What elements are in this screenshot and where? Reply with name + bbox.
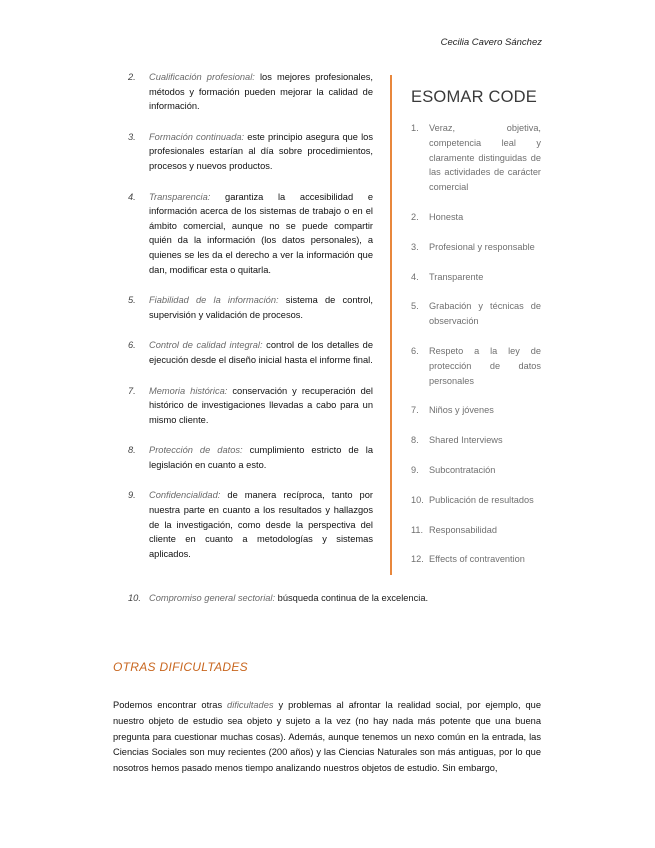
sidebar-item-text: Veraz, objetiva, competencia leal y claramente distinguidas de las actividades de carácter comercial: [429, 123, 541, 193]
item-number: 5.: [128, 295, 136, 306]
item-description: los mejores profesionales, métodos y formación pueden mejorar la calidad de información.: [149, 72, 373, 112]
item-description: búsqueda continua de la excelencia.: [275, 593, 429, 603]
item-number: 9.: [128, 490, 136, 501]
sidebar-item-text: Transparente: [429, 271, 484, 282]
item-term: Fiabilidad de la información:: [149, 295, 279, 306]
item-description: de manera recíproca, tanto por nuestra parte en cuanto a los resultados y hallazgos de la investigación, como desde la perspectiva del cliente en cuanto a metodologías y sistemas aplicados.: [149, 490, 373, 559]
item-number: 6.: [128, 340, 136, 351]
sidebar-item-number: 4.: [411, 271, 419, 282]
sidebar-item-number: 12.: [411, 554, 424, 565]
sidebar-item-text: Publicación de resultados: [429, 494, 534, 505]
list-item: [130, 293, 373, 322]
sidebar-item: [411, 344, 541, 388]
item-number: 7.: [128, 385, 136, 396]
item-description: conservación y recuperación del histórico de investigaciones llevadas a cabo para un mismo cliente.: [149, 385, 373, 425]
sidebar-item-text: Responsabilidad: [429, 524, 497, 535]
item-term: Confidencialidad:: [149, 490, 221, 501]
sidebar-item: [411, 403, 541, 418]
item-term: Cualificación profesional:: [149, 72, 255, 82]
sidebar-item-number: 9.: [411, 464, 419, 475]
section-title: OTRAS DIFICULTADES: [113, 660, 248, 674]
item-description: control de los detalles de ejecución desde el diseño inicial hasta el informe final.: [149, 340, 373, 365]
list-item: [130, 130, 373, 174]
sidebar-item-number: 7.: [411, 405, 419, 416]
sidebar-item: [411, 270, 541, 285]
sidebar-item: [411, 299, 541, 329]
list-item: [130, 338, 373, 367]
list-item: [130, 488, 373, 561]
item-number: 4.: [128, 191, 136, 202]
principles-list: [130, 70, 373, 577]
item-term: Protección de datos:: [149, 445, 243, 456]
list-item: [130, 190, 373, 278]
paragraph-text: y problemas al afrontar la realidad social, por ejemplo, que nuestro objeto de estudio sea objeto y sujeto a la vez (no hay nada más potente que una buena pregunta para cuestionar muchas cosas). Además, aunque tenemos un nexo común en la entrada, las Ciencias Sociales son muy recientes (200 años) y las Ciencias Naturales son más antiguas, por lo que nosotros hemos pasado menos tiempo analizando nuestros objetos de estudio. Sin embargo,: [113, 700, 541, 774]
item-term: Transparencia:: [149, 191, 211, 202]
sidebar-item: [411, 523, 541, 538]
item-number: 2.: [128, 72, 136, 82]
sidebar-divider: [390, 75, 392, 575]
sidebar-item-text: Honesta: [429, 211, 464, 222]
list-item: [130, 443, 373, 472]
sidebar-item: [411, 210, 541, 225]
sidebar-item-text: Shared Interviews: [429, 435, 503, 446]
item-description: sistema de control, supervisión y validación de procesos.: [149, 295, 373, 320]
item-description: cumplimiento estricto de la legislación en cuanto a esto.: [149, 445, 373, 470]
sidebar-item-text: Profesional y responsable: [429, 241, 535, 252]
sidebar-item: [411, 240, 541, 255]
sidebar-item-number: 3.: [411, 241, 419, 252]
sidebar-item: [411, 121, 541, 195]
item-term: Compromiso general sectorial:: [149, 593, 276, 603]
item-description: este principio asegura que los profesionales estarían al día sobre procedimientos, procesos y nuevos productos.: [149, 131, 373, 171]
esomar-sidebar: [411, 88, 541, 582]
item-term: Formación continuada:: [149, 131, 245, 142]
sidebar-item: [411, 493, 541, 508]
sidebar-title: ESOMAR CODE: [411, 88, 537, 106]
sidebar-item: [411, 552, 541, 567]
item-description: garantiza la accesibilidad e información acerca de los sistemas de trabajo o en el ámbito comercial, aunque no se puede compartir quién da la información (los datos personales), a quienes se les da el derecho a ver la información que dan, modificar esta o quitarla.: [149, 191, 373, 275]
sidebar-item-text: Grabación y técnicas de observación: [429, 301, 541, 327]
sidebar-item-number: 8.: [411, 435, 419, 446]
paragraph-text: Podemos encontrar otras: [113, 700, 228, 710]
item-term: Memoria histórica:: [149, 385, 228, 396]
sidebar-item-number: 2.: [411, 211, 419, 222]
list-item: [130, 70, 373, 114]
paragraph-emphasis: dificultades: [227, 700, 274, 710]
item-term: Control de calidad integral:: [149, 340, 263, 351]
sidebar-item-text: Subcontratación: [429, 464, 496, 475]
sidebar-item-number: 1.: [411, 123, 419, 133]
sidebar-item: [411, 433, 541, 448]
list-item: [130, 384, 373, 428]
sidebar-item-number: 10.: [411, 494, 424, 505]
item-number: 8.: [128, 445, 136, 456]
body-paragraph: [113, 698, 541, 777]
sidebar-item-text: Respeto a la ley de protección de datos personales: [429, 345, 541, 386]
item-number: 3.: [128, 131, 136, 142]
item-number: 10.: [128, 593, 141, 603]
sidebar-item-text: Effects of contravention: [429, 554, 525, 565]
header-author: Cecilia Cavero Sánchez: [440, 37, 542, 48]
sidebar-item: [411, 463, 541, 478]
sidebar-item-number: 6.: [411, 345, 419, 356]
sidebar-item-number: 11.: [411, 524, 424, 535]
sidebar-item-text: Niños y jóvenes: [429, 405, 494, 416]
list-item: [130, 591, 550, 606]
sidebar-item-number: 5.: [411, 301, 419, 312]
